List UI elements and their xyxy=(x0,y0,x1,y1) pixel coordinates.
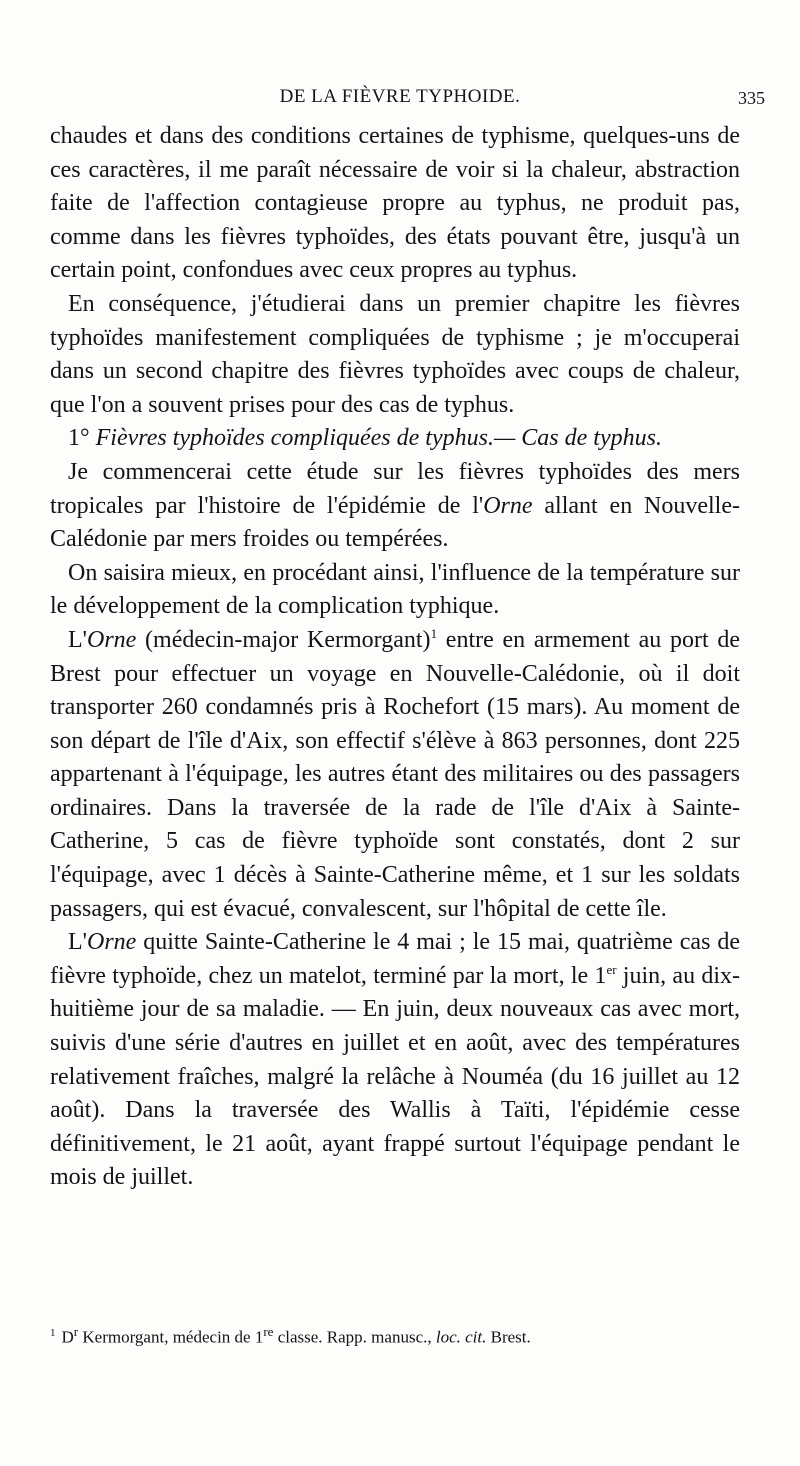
section-heading xyxy=(50,422,740,456)
paragraph-5: L'Orne (médecin-major Kermorgant)$^1$ entre en armement au port de Brest pour effectuer un voyage en Nouvelle-Calédonie, où il doit transporter 260 condamnés pris à Rochefort (15 mars). Au moment de son départ de l'île d'Aix, son effectif s'élève à 863 personnes, dont 225 appartenant à l'équipage, les autres étant des militaires ou des passagers ordinaires. Dans la traversée de la rade de l'île d'Aix à Sainte-Catherine, 5 cas de fièvre typhoïde sont constatés, dont 2 sur l'équipage, avec 1 décès à Sainte-Catherine même, et 1 sur les soldats passagers, qui est évacué, convalescent, sur l'hôpital de cette île. xyxy=(50,625,740,922)
paragraph-6: L'Orne quitte Sainte-Catherine le 4 mai ; le 15 mai, quatrième cas de fièvre typhoïde, chez un matelot, terminé par la mort, le 1er juin, au dix-huitième jour de sa maladie. — En juin, deux nouveaux cas avec mort, suivis d'une série d'autres en juillet et en août, avec des températures relativement fraîches, malgré la relâche à Nouméa (du 16 juillet au 12 août). Dans la traversée des Wallis à Taïti, l'épidémie cesse définitivement, le 21 août, ayant frappé surtout l'équipage pendant le mois de juillet. xyxy=(50,929,740,1191)
footnote-marker: 1 xyxy=(50,1327,56,1339)
paragraph-3: Je commencerai cette étude sur les fièvres typhoïdes des mers tropicales par l'histoire de l'épidémie de l'Orne allant en Nouvelle-Calédonie par mers froides ou tempérées. xyxy=(50,458,740,553)
paragraph-1: chaudes et dans des conditions certaines de typhisme, quelques-uns de ces caractères, il me paraît nécessaire de voir si la chaleur, abstraction faite de l'affection contagieuse propre au typhus, ne produit pas, comme dans les fièvres typhoïdes, des états pouvant être, jusqu'à un certain point, confondues avec ceux propres au typhus. xyxy=(50,123,740,284)
page-number: 335 xyxy=(738,88,765,108)
body-text xyxy=(50,120,740,1195)
running-title: DE LA FIÈVRE TYPHOIDE. xyxy=(279,86,521,107)
footnote: $^1$ $D^r$ Kermorgant, médecin de 1re classe. Rapp. manusc., loc. cit. Brest. xyxy=(50,1324,531,1347)
paragraph-2: En conséquence, j'étudierai dans un premier chapitre les fièvres typhoïdes manifestement compliquées de typhisme ; je m'occuperai dans un second chapitre des fièvres typhoïdes avec coups de chaleur, que l'on a souvent prises pour des cas de typhus. xyxy=(50,290,740,418)
ship-name: Orne xyxy=(86,626,137,653)
section-title: Fièvres typhoïdes compliquées de typhus.— Cas de typhus. xyxy=(95,425,662,452)
section-number: 1° xyxy=(68,425,90,452)
page-header xyxy=(0,86,800,116)
footnote-ref: 1 xyxy=(430,625,438,641)
ship-name: Orne xyxy=(86,929,137,956)
paragraph-4: On saisira mieux, en procédant ainsi, l'influence de la température sur le développement de la complication typhique. xyxy=(50,559,740,620)
ship-name: Orne xyxy=(483,492,533,519)
